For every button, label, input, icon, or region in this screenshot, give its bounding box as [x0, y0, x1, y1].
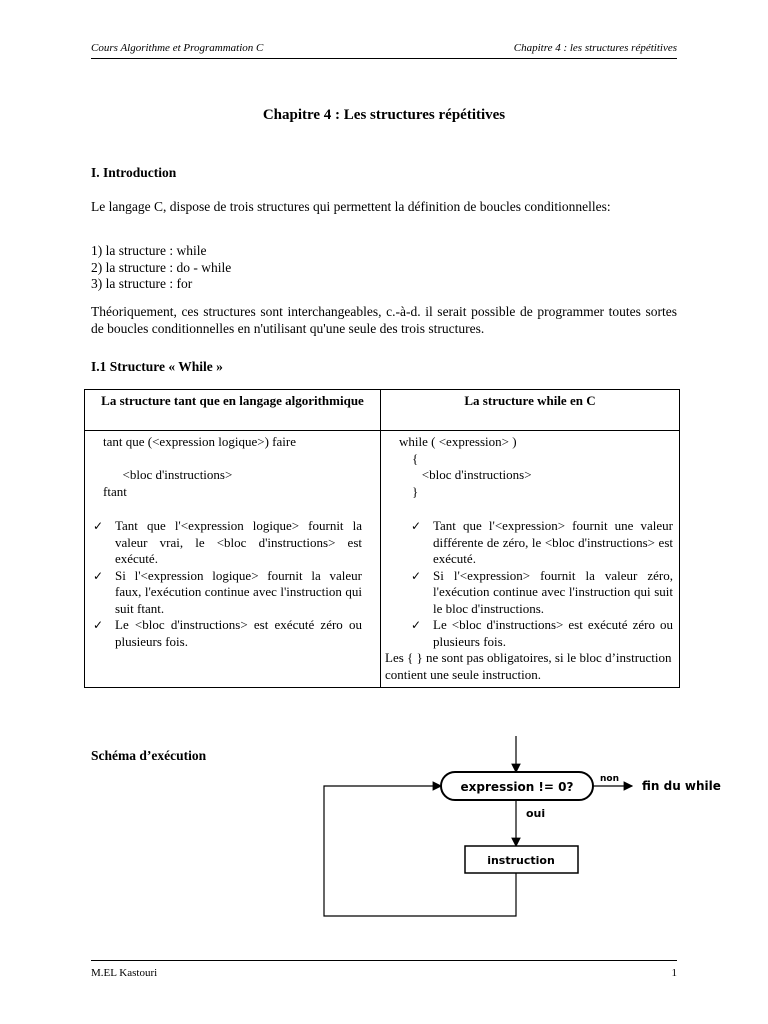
page-header [91, 40, 677, 59]
list-item: ✓ Tant que l'<expression logique> fournit la valeur vrai, le <bloc d'instructions> est exécuté. [93, 518, 362, 566]
no-label: non [600, 774, 619, 784]
list-item: ✓ Tant que l'<expression> fournit une valeur différente de zéro, le <bloc d'instructions> est exécuté. [411, 518, 673, 566]
list-item: ✓ Le <bloc d'instructions> est exécuté zéro ou plusieurs fois. [411, 617, 673, 649]
chapter-title: Chapitre 4 : Les structures répétitives [262, 107, 506, 123]
checkmark-icon: ✓ [93, 568, 104, 583]
code-line: <bloc d'instructions> [399, 467, 532, 482]
intro-paragraph-2: Théoriquement, ces structures sont interchangeables, c.-à-d. il serait possible de programmer toutes sortes de boucles conditionnelles en n'utilisant qu'une seule des trois structures. [91, 304, 677, 336]
intro-paragraph-1: Le langage C, dispose de trois structures qui permettent la définition de boucles conditionnelles: [91, 199, 611, 214]
c-cell [381, 431, 680, 688]
header-course-title: Cours Algorithme et Programmation C [91, 42, 264, 54]
structure-list [91, 243, 231, 293]
checkmark-icon: ✓ [411, 568, 422, 583]
list-item: ✓ Si l'<expression> fournit la valeur zéro, l'exécution continue avec l'instruction qui suit le bloc d'instructions. [411, 567, 673, 616]
code-line: <bloc d'instructions> [103, 467, 233, 482]
list-item: 3) la structure : for [91, 276, 193, 291]
checkmark-icon: ✓ [93, 519, 104, 533]
code-line: } [399, 483, 419, 499]
code-line: tant que (<expression logique>) faire [103, 434, 296, 449]
while-flowchart [318, 728, 758, 920]
list-item: 1) la structure : while [91, 243, 207, 258]
end-label: fin du while [642, 779, 721, 793]
braces-note: Les { } ne sont pas obligatoires, si le bloc d’instruction contient une seule instruction. [385, 650, 672, 682]
page-number: 1 [671, 967, 677, 979]
algorithmic-notes [93, 518, 362, 650]
checkmark-icon: ✓ [411, 519, 422, 533]
algorithmic-cell [85, 431, 381, 688]
page-footer [91, 960, 677, 979]
list-item: ✓ Le <bloc d'instructions> est exécuté zéro ou plusieurs fois. [93, 617, 362, 649]
instruction-label: instruction [487, 854, 555, 867]
table-header-algorithmic: La structure tant que en langage algorithmique [85, 390, 381, 431]
code-line: while ( <expression> ) [399, 434, 517, 449]
while-section-heading: I.1 Structure « While » [91, 359, 223, 374]
list-item: ✓ Si l'<expression logique> fournit la valeur faux, l'exécution continue avec l'instruction qui suit ftant. [93, 567, 362, 616]
yes-label: oui [526, 807, 546, 820]
condition-label: expression != 0? [460, 780, 574, 794]
checkmark-icon: ✓ [93, 618, 104, 632]
header-chapter-title: Chapitre 4 : les structures répétitives [513, 42, 677, 54]
list-item: 2) la structure : do - while [91, 259, 232, 275]
footer-author: M.EL Kastouri [91, 967, 158, 979]
c-code [385, 434, 673, 500]
code-line: ftant [103, 483, 127, 499]
c-notes [411, 518, 673, 650]
intro-heading: I. Introduction [91, 165, 177, 180]
table-header-c: La structure while en C [381, 390, 680, 431]
code-line [103, 451, 362, 468]
code-line: { [399, 450, 419, 466]
checkmark-icon: ✓ [411, 618, 422, 632]
while-comparison-table [84, 389, 680, 688]
schema-heading: Schéma d’exécution [91, 748, 207, 763]
algorithmic-code [93, 434, 362, 500]
